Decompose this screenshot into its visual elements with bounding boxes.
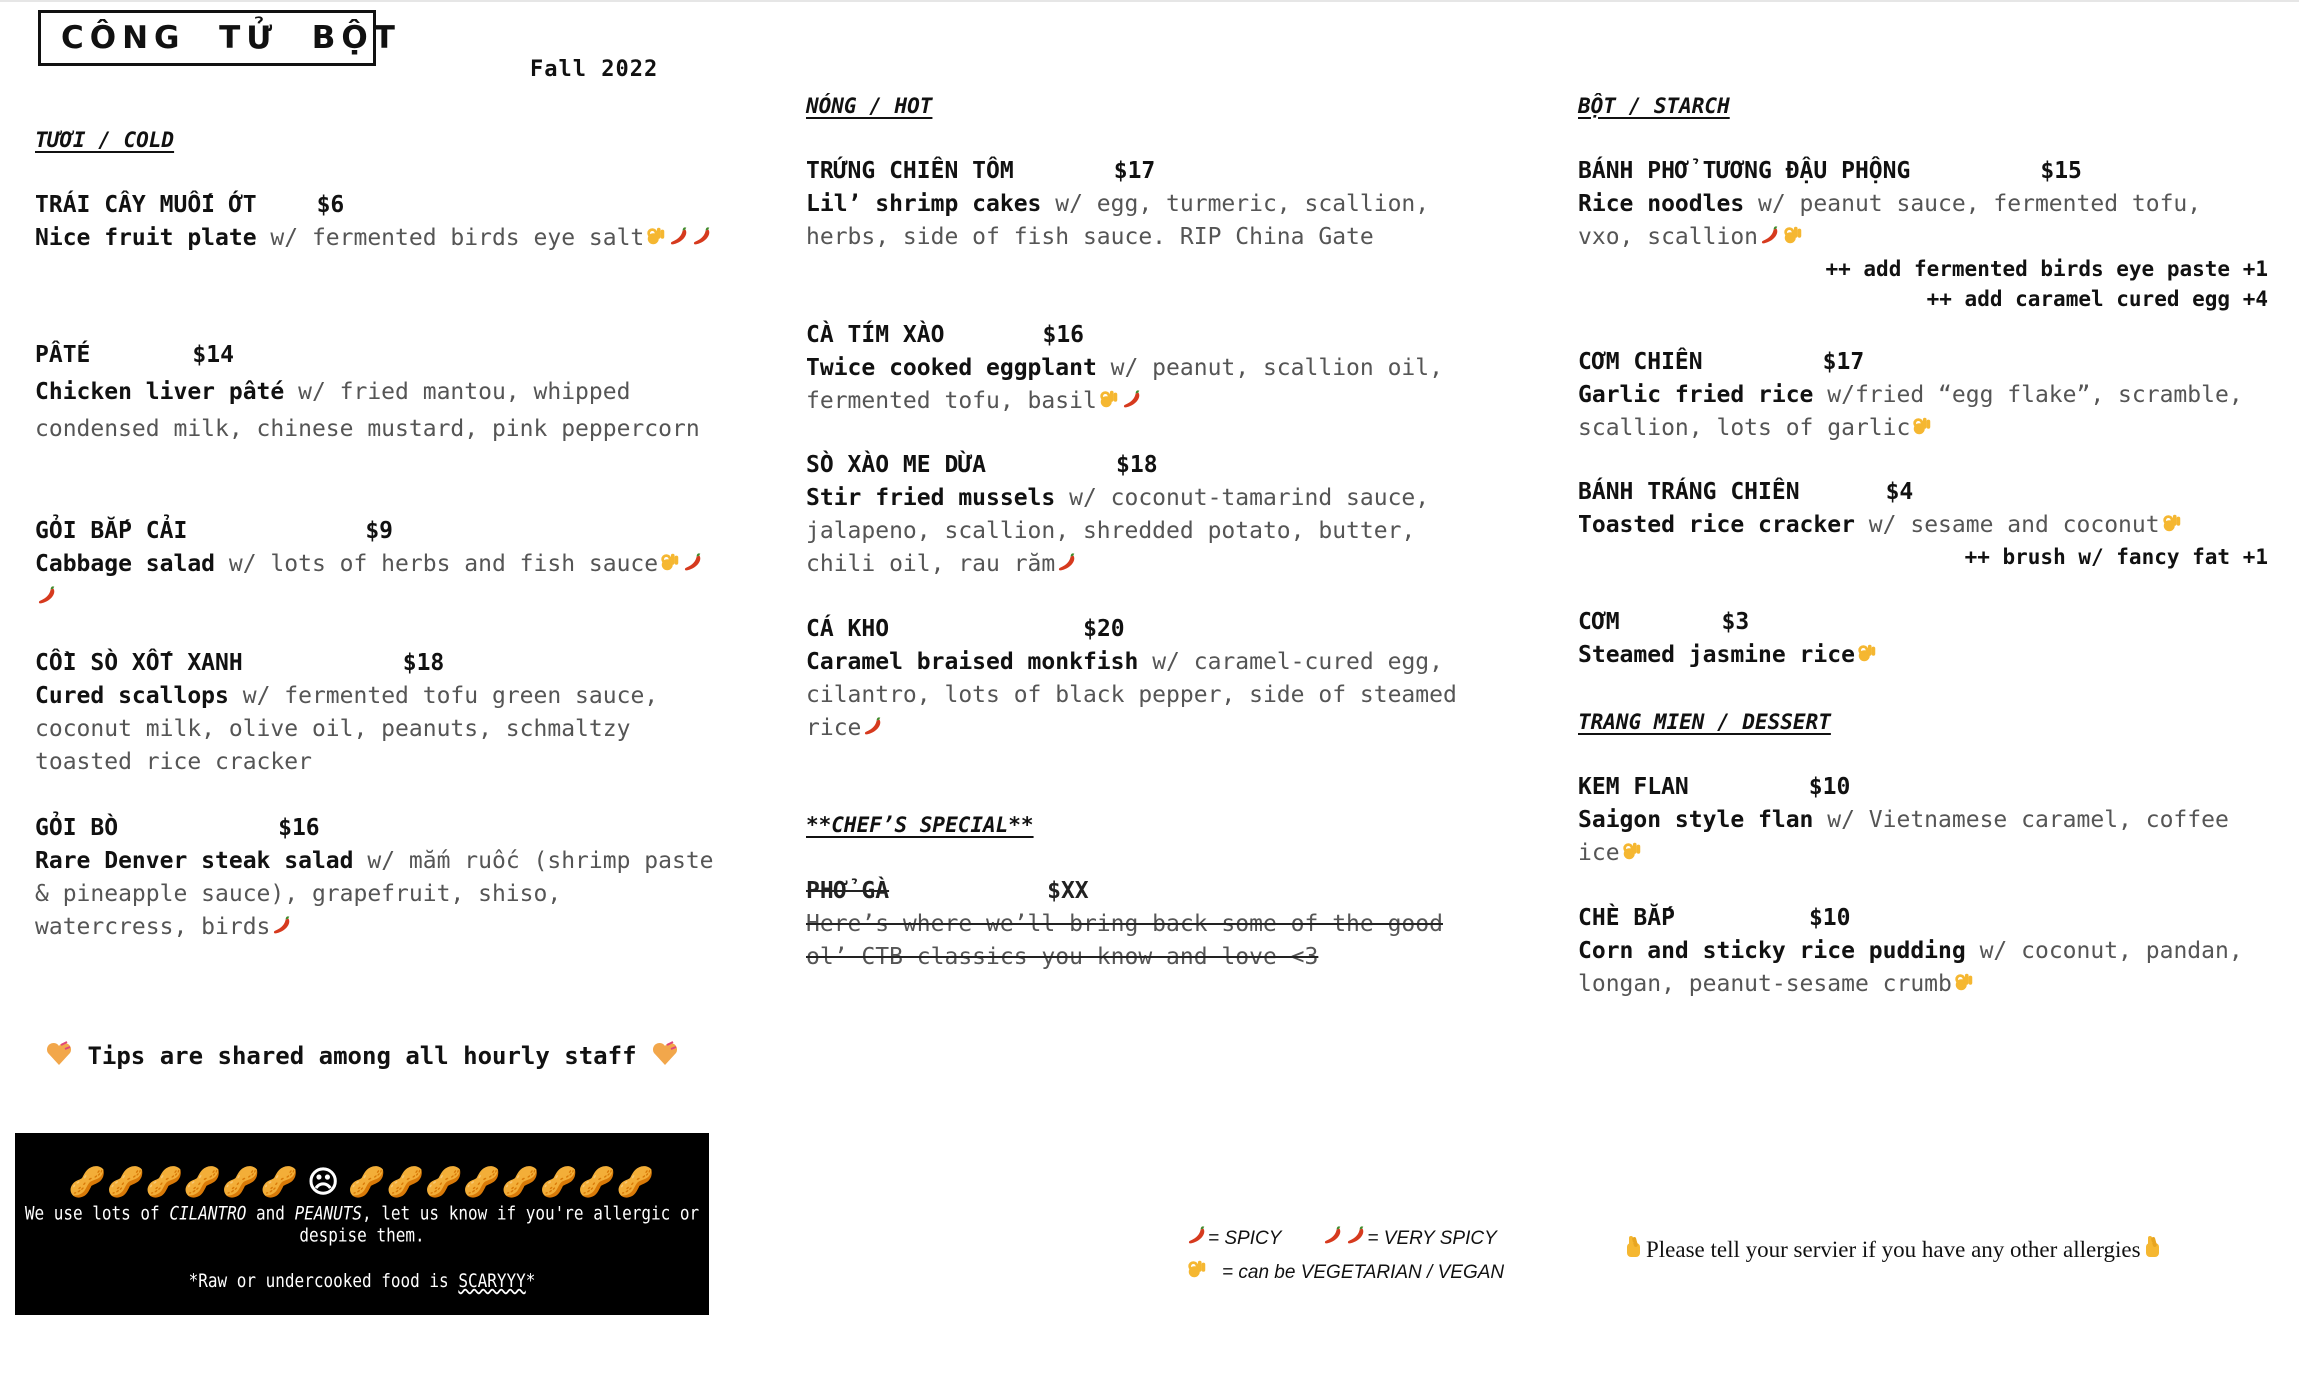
diet-icons	[1055, 551, 1078, 577]
item-description: w/ Vietnamese caramel, coffee ice	[1578, 807, 2229, 866]
section-title-special: **CHEF’S SPECIAL**	[806, 813, 1034, 837]
pepper-icon	[668, 225, 690, 247]
item-english-name: Cabbage salad	[35, 551, 216, 577]
pepper-icon	[1322, 1224, 1344, 1246]
menu-item	[35, 812, 725, 944]
item-price: $9	[365, 518, 394, 544]
item-price: $16	[1042, 322, 1085, 348]
item-description: w/ fermented tofu green sauce, coconut milk, olive oil, peanuts, schmaltzy toasted rice cracker	[35, 683, 659, 775]
ok-hand-icon	[1185, 1262, 1208, 1283]
item-name: GỎI BẮP CẢI	[35, 518, 188, 544]
allergy-reminder	[1622, 1234, 2165, 1263]
section-title-starch: BỘT / STARCH	[1578, 94, 1730, 118]
menu-item	[35, 337, 725, 448]
item-description: w/ lots of herbs and fish sauce	[215, 551, 659, 577]
item-english-name: Caramel braised monkfish	[806, 649, 1139, 675]
heart-icon	[45, 1040, 73, 1068]
ok-hand-icon	[1953, 971, 1975, 993]
item-price: $17	[1113, 158, 1156, 184]
peanut-row: 🥜🥜🥜🥜🥜🥜 ☹ 🥜🥜🥜🥜🥜🥜🥜🥜	[68, 1166, 656, 1199]
raw-food-warning: *Raw or undercooked food is SCARYYY*	[188, 1269, 536, 1292]
item-description: w/ fermented birds eye salt	[256, 225, 645, 251]
item-english-name: Rare Denver steak salad	[35, 848, 354, 874]
menu-item	[806, 319, 1496, 418]
item-description: w/ mắm ruốc (shrimp paste & pineapple sauce), grapefruit, shiso, watercress, birds	[35, 848, 714, 940]
item-price: $10	[1808, 774, 1851, 800]
addon-option: ++ add caramel cured egg +4	[1926, 287, 2268, 311]
ok-hand-icon	[1911, 415, 1933, 437]
menu-item	[806, 155, 1496, 254]
item-name: BÁNH TRÁNG CHIÊN	[1578, 479, 1800, 505]
ok-hand-icon	[1856, 642, 1878, 664]
item-description: w/ peanut sauce, fermented tofu, vxo, scallion	[1578, 191, 2202, 250]
tips-note	[45, 1040, 679, 1070]
item-price: $6	[316, 192, 345, 218]
item-english-name: Saigon style flan	[1578, 807, 1814, 833]
addon-option: ++ add fermented birds eye paste +1	[1825, 257, 2268, 281]
item-name: CƠM CHIÊN	[1578, 349, 1703, 375]
pepper-icon	[1121, 388, 1143, 410]
pepper-icon	[1185, 1228, 1208, 1249]
section-title-dessert: TRANG MIEN / DESSERT	[1578, 710, 1831, 734]
allergy-warning-text: We use lots of CILANTRO and PEANUTS, let us know if you're allergic or despise them.	[24, 1202, 700, 1246]
item-english-name: Chicken liver pâté	[35, 379, 285, 405]
item-price: $18	[1116, 452, 1158, 478]
menu-item	[1578, 902, 2268, 1001]
item-description: w/ fried mantou, whipped condensed milk, chinese mustard, pink peppercorn	[35, 379, 700, 442]
diet-icons	[1620, 840, 1643, 866]
diet-icons	[644, 225, 713, 251]
menu-item	[35, 647, 725, 779]
item-name: KEM FLAN	[1578, 774, 1689, 800]
special-item	[806, 875, 1486, 974]
section-title-hot: NÓNG / HOT	[806, 94, 933, 118]
heart-icon	[651, 1040, 679, 1068]
item-description: w/ caramel-cured egg, cilantro, lots of black pepper, side of steamed rice	[806, 649, 1457, 741]
icon-legend	[1185, 1222, 1504, 1290]
ok-hand-icon	[2161, 512, 2183, 534]
item-english-name: Twice cooked eggplant	[806, 355, 1097, 381]
item-english-name: Rice noodles	[1578, 191, 1745, 217]
addon-option: ++ brush w/ fancy fat +1	[1964, 545, 2268, 569]
menu-item	[1578, 346, 2268, 445]
pepper-icon	[1759, 224, 1781, 246]
menu-item	[1578, 476, 2268, 572]
ok-hand-icon	[1621, 840, 1643, 862]
menu-item	[1578, 606, 2268, 672]
pepper-icon	[1321, 1228, 1367, 1249]
item-price: $20	[1083, 616, 1125, 642]
menu-item	[806, 613, 1496, 745]
legend-vegetarian: = can be VEGETARIAN / VEGAN	[1222, 1262, 1505, 1283]
pepper-icon	[271, 914, 293, 936]
ok-hand-icon	[1782, 224, 1804, 246]
item-price: $16	[278, 815, 320, 841]
diet-icons	[1855, 642, 1878, 668]
menu-item	[35, 515, 725, 614]
diet-icons	[2160, 512, 2183, 538]
item-english-name: Corn and sticky rice pudding	[1578, 938, 1966, 964]
item-english-name: Steamed jasmine rice	[1578, 642, 1855, 668]
diet-icons	[861, 715, 884, 741]
item-price: $15	[2040, 158, 2082, 184]
item-description: w/ coconut-tamarind sauce, jalapeno, scallion, shredded potato, butter, chili oil, rau răm	[806, 485, 1430, 577]
diet-icons	[1952, 971, 1975, 997]
allergy-notice-box	[15, 1133, 709, 1315]
item-name: GỎI BÒ	[35, 815, 119, 841]
pepper-icon	[1345, 1224, 1367, 1246]
item-price: $17	[1822, 349, 1865, 375]
pepper-icon	[691, 225, 713, 247]
menu-item	[806, 449, 1496, 581]
diet-icons	[1910, 415, 1933, 441]
diet-icons	[1758, 224, 1804, 250]
tips-text: Tips are shared among all hourly staff	[87, 1042, 637, 1070]
item-price: $3	[1721, 609, 1750, 635]
item-name: BÁNH PHỞ TƯƠNG ĐẬU PHỘNG	[1578, 158, 1911, 184]
item-english-name: Garlic fried rice	[1578, 382, 1814, 408]
item-name: PÂTÉ	[35, 342, 91, 368]
special-description: Here’s where we’ll bring back some of the good ol’ CTB classics you know and love <3	[806, 911, 1443, 970]
item-price: $14	[192, 342, 234, 368]
item-name: SÒ XÀO ME DỪA	[806, 452, 987, 478]
item-price: $10	[1808, 905, 1851, 931]
item-description: w/ sesame and coconut	[1854, 512, 2160, 538]
menu-item	[1578, 771, 2268, 870]
item-name: CHÈ BẮP	[1578, 905, 1675, 931]
crossed-fingers-icon	[2141, 1234, 2165, 1260]
item-price: $XX	[1047, 878, 1089, 904]
menu-item	[35, 189, 725, 255]
ok-hand-icon	[1098, 388, 1120, 410]
section-title-cold: TƯƠI / COLD	[35, 128, 175, 152]
item-english-name: Cured scallops	[35, 683, 229, 709]
pepper-icon	[36, 584, 58, 606]
item-price: $18	[402, 650, 445, 676]
diet-icons	[270, 914, 293, 940]
item-price: $4	[1885, 479, 1914, 505]
item-name: TRÁI CÂY MUỐI ỚT	[35, 192, 257, 218]
legend-spicy: = SPICY	[1208, 1228, 1282, 1249]
pepper-icon	[1186, 1224, 1208, 1246]
item-name: CÀ TÍM XÀO	[806, 322, 945, 348]
ok-hand-icon	[645, 225, 667, 247]
item-description: w/ peanut, scallion oil, fermented tofu, basil	[806, 355, 1443, 414]
season-label: Fall 2022	[530, 57, 659, 82]
item-name: CƠM	[1578, 609, 1620, 635]
ok-hand-icon	[1186, 1258, 1208, 1280]
item-description: w/ egg, turmeric, scallion, herbs, side of fish sauce. RIP China Gate	[806, 191, 1430, 250]
pepper-icon	[1056, 551, 1078, 573]
crossed-fingers-icon	[1622, 1234, 1646, 1260]
item-name: CÁ KHO	[806, 616, 890, 642]
legend-very-spicy: = VERY SPICY	[1367, 1228, 1497, 1249]
pepper-icon	[862, 715, 884, 737]
item-name: PHỞ GÀ	[806, 878, 890, 904]
pepper-icon	[682, 551, 704, 573]
item-name: TRỨNG CHIÊN TÔM	[806, 158, 1014, 184]
ok-hand-icon	[659, 551, 681, 573]
menu-item	[1578, 155, 2268, 314]
item-english-name: Nice fruit plate	[35, 225, 257, 251]
item-english-name: Toasted rice cracker	[1578, 512, 1855, 538]
allergy-reminder-text: Please tell your servier if you have any other allergies	[1646, 1237, 2141, 1262]
top-rule	[0, 0, 2299, 2]
item-name: CỒI SÒ XỐT XANH	[35, 650, 243, 676]
item-english-name: Lil’ shrimp cakes	[806, 191, 1042, 217]
item-description: w/fried “egg flake”, scramble, scallion, lots of garlic	[1578, 382, 2243, 441]
diet-icons	[1097, 388, 1143, 414]
item-description: w/ coconut, pandan, longan, peanut-sesame crumb	[1578, 938, 2243, 997]
restaurant-logo: CÔNG TỬ BỘT	[38, 10, 376, 66]
item-english-name: Stir fried mussels	[806, 485, 1056, 511]
